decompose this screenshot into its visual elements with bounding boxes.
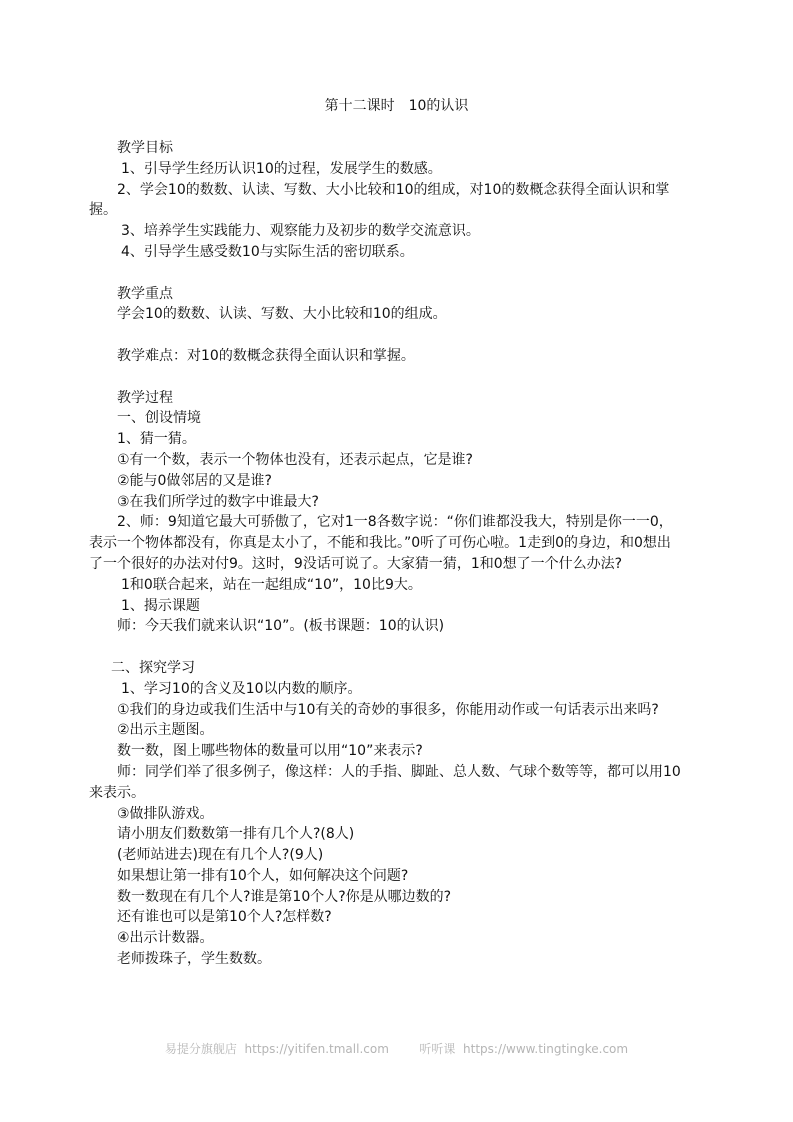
heading-key-points: 教学重点 — [117, 285, 173, 302]
teacher-topic-line: 师：今天我们就来认识“10”。(板书课题：10的认识) — [117, 618, 445, 635]
line-make-ten: 如果想让第一排有10个人，如何解决这个问题? — [117, 867, 409, 884]
spacer — [117, 325, 684, 346]
question-3: ③在我们所学过的数字中谁最大? — [117, 493, 319, 510]
goal-3: 3、培养学生实践能力、观察能力及初步的数学交流意识。 — [121, 223, 480, 240]
lesson-title: 第十二课时 10的认识 — [324, 98, 469, 114]
goal-1: 1、引导学生经历认识10的过程，发展学生的数感。 — [121, 160, 442, 177]
lesson-body — [89, 138, 684, 970]
line-count-now: 数一数现在有几个人?谁是第10个人?你是从哪边数的? — [117, 888, 452, 905]
goal-2: 2、学会10的数数、认读、写数、大小比较和10的组成，对10的数概念获得全面认识和掌握。 — [89, 181, 670, 219]
spacer — [117, 637, 684, 658]
footer-watermark: 易提分旗舰店 https://yitifen.tmall.com 听听课 https://www.tingtingke.com — [164, 1042, 629, 1056]
question-1: ①有一个数，表示一个物体也没有，还表示起点，它是谁? — [117, 451, 473, 468]
key-point-text: 学会10的数数、认读、写数、大小比较和10的组成。 — [117, 306, 447, 323]
section-explore: 二、探究学习 — [111, 659, 195, 676]
line-abacus: 老师拨珠子，学生数数。 — [117, 951, 271, 968]
step-reveal-topic: 1、揭示课题 — [121, 597, 200, 614]
heading-teaching-process: 教学过程 — [117, 389, 173, 406]
line-who-else: 还有谁也可以是第10个人?怎样数? — [117, 909, 332, 926]
teacher-examples: 师：同学们举了很多例子，像这样：人的手指、脚趾、总人数、气球个数等等，都可以用10来表示。 — [89, 763, 681, 801]
story-paragraph: 2、师：9知道它最大可骄傲了，它对1一8各数字说：“你们谁都没我大，特别是你一一0，表示一个物体都没有，你真是太小了，不能和我比。”0听了可伤心啦。1走到0的身边，和0想出了一个很好的办法对付9。这时，9没话可说了。大家猜一猜，1和0想了一个什么办法? — [89, 514, 673, 572]
story-answer: 1和0联合起来，站在一起组成“10”，10比9大。 — [121, 576, 422, 593]
difficult-point-text: 教学难点：对10的数概念获得全面认识和掌握。 — [117, 347, 415, 364]
spacer — [117, 263, 684, 284]
heading-teaching-goals: 教学目标 — [117, 140, 173, 156]
step-guess: 1、猜一猜。 — [117, 431, 196, 448]
item-3: ③做排队游戏。 — [117, 805, 214, 822]
line-count-first-row: 请小朋友们数数第一排有几个人?(8人) — [117, 826, 355, 843]
item-4: ④出示计数器。 — [117, 930, 214, 947]
item-1: ①我们的身边或我们生活中与10有关的奇妙的事很多，你能用动作或一句话表示出来吗? — [117, 701, 659, 718]
goal-4: 4、引导学生感受数10与实际生活的密切联系。 — [121, 243, 414, 260]
question-2: ②能与0做邻居的又是谁? — [117, 472, 272, 489]
section-create-scenario: 一、创设情境 — [117, 410, 201, 427]
step-learn-10: 1、学习10的含义及10以内数的顺序。 — [121, 680, 362, 697]
spacer — [117, 367, 684, 388]
item-2: ②出示主题图。 — [117, 722, 214, 739]
count-question: 数一数，图上哪些物体的数量可以用“10”来表示? — [117, 743, 423, 760]
line-teacher-joins: (老师站进去)现在有几个人?(9人) — [117, 847, 324, 864]
